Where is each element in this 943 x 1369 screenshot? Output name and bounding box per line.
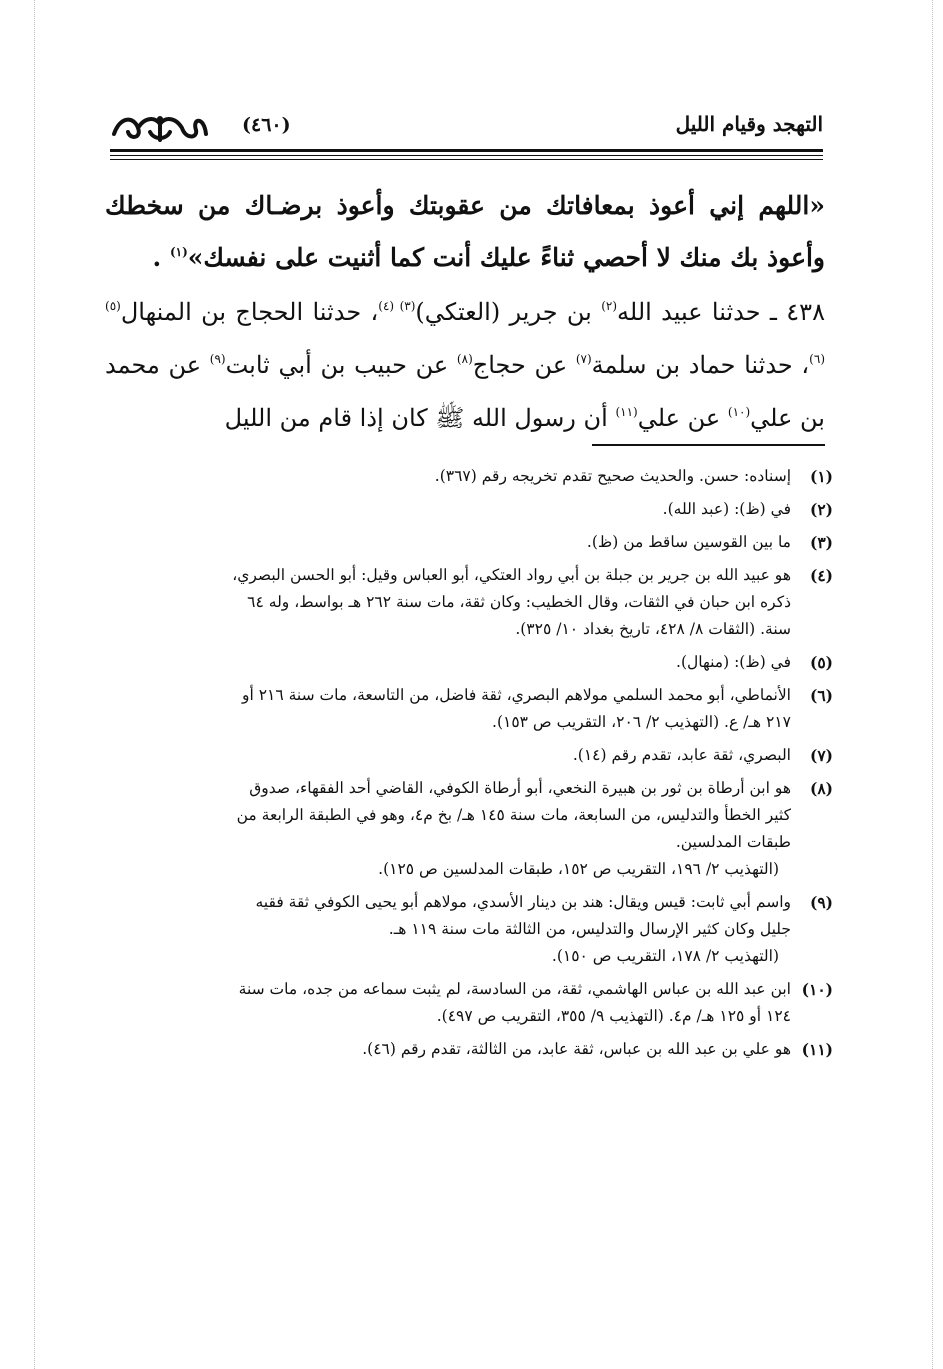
footnote-text: ما بين القوسين ساقط من (ظ). xyxy=(586,533,791,551)
footnote-text: واسم أبي ثابت: قيس ويقال: هند بن دينار الأسدي، مولاهم أبو يحيى الكوفي ثقة فقيه xyxy=(255,893,791,911)
footnote-text: هو علي بن عبد الله بن عباس، ثقة عابد، من الثالثة، تقدم رقم (٤٦). xyxy=(362,1040,791,1058)
footnote-ref[interactable]: (٨) xyxy=(456,352,473,366)
footnote-text: (التهذيب ٢/ ١٩٦، التقريب ص ١٥٢، طبقات المدلسين ص ١٢٥). xyxy=(378,860,779,878)
footnote-separator xyxy=(592,444,825,446)
footnote-number: (٣) xyxy=(809,533,833,552)
footnote-number: (٤) xyxy=(809,566,833,585)
footnote-text: سنة. (الثقات ٨/ ٤٢٨، تاريخ بغداد ١٠/ ٣٢٥). xyxy=(515,620,791,638)
footnote-ref[interactable]: (٣) (٤) xyxy=(378,299,416,313)
footnote-number: (١) xyxy=(809,467,833,486)
footnote-item xyxy=(112,742,833,769)
footnote-number: (٨) xyxy=(809,779,833,798)
running-title: التهجد وقيام الليل xyxy=(675,112,823,136)
scan-edge-left xyxy=(34,0,35,1369)
footnote-item xyxy=(112,649,833,676)
footnote-ref[interactable]: (٧) xyxy=(575,352,592,366)
header-rule-thin xyxy=(110,159,823,160)
header-rule-thin xyxy=(110,155,823,156)
footnote-text: جليل وكان كثير الإرسال والتدليس، من الثالثة مات سنة ١١٩ هـ. xyxy=(388,920,791,938)
footnote-number: (٢) xyxy=(809,500,833,519)
footnote-ref[interactable]: (١٠) xyxy=(727,405,751,419)
footnote-number: (٧) xyxy=(809,746,833,765)
footnote-item xyxy=(112,682,833,736)
footnote-ref[interactable]: (١١) xyxy=(615,405,638,419)
footnote-text: في (ظ): (عبد الله). xyxy=(662,500,791,518)
footnote-text: في (ظ): (منهال). xyxy=(676,653,791,671)
ornament-icon xyxy=(110,110,210,144)
footnote-item xyxy=(112,496,833,523)
footnote-text: (التهذيب ٢/ ١٧٨، التقريب ص ١٥٠). xyxy=(551,947,779,965)
footnote-text: ١٢٤ أو ١٢٥ هـ/ م٤. (التهذيب ٩/ ٣٥٥، التقريب ص ٤٩٧). xyxy=(436,1007,791,1025)
dua-line: «اللهم إني أعوذ بمعافاتك من عقوبتك وأعوذ برضـاك من سخطك وأعوذ xyxy=(105,191,825,272)
footnote-text: هو ابن أرطاة بن ثور بن هبيرة النخعي، أبو أرطاة الكوفي، القاضي أحد الفقهاء، صدوق xyxy=(249,779,791,797)
footnote-item xyxy=(112,775,833,883)
footnote-number: (٩) xyxy=(809,893,833,912)
footnote-item xyxy=(112,463,833,490)
dua-line: بك منك لا أحصي ثناءً عليك أنت كما أثنيت على نفسك»$^{(١)}$ . xyxy=(152,243,759,272)
footnote-ref[interactable]: (١) xyxy=(169,245,188,259)
footnote-text: الأنماطي، أبو محمد السلمي مولاهم البصري، ثقة فاضل، من التاسعة، مات سنة ٢١٦ أو xyxy=(241,686,791,704)
scan-edge-right xyxy=(932,0,933,1369)
page-header xyxy=(110,108,823,148)
footnote-number: (١٠) xyxy=(801,980,833,999)
dua-text xyxy=(105,180,825,284)
footnote-ref[interactable]: (٥) (٦) xyxy=(105,299,825,366)
footnote-number: (٥) xyxy=(809,653,833,672)
footnote-item xyxy=(112,529,833,556)
footnote-number: (١١) xyxy=(801,1040,833,1059)
footnote-text: هو عبيد الله بن جرير بن جبلة بن أبي رواد العتكي، أبو العباس وقيل: أبو الحسن البصري، xyxy=(232,566,791,584)
header-rule xyxy=(110,149,823,152)
footnote-text: البصري، ثقة عابد، تقدم رقم (١٤). xyxy=(572,746,791,764)
footnote-item xyxy=(112,1036,833,1063)
footnote-text: كثير الخطأ والتدليس، من السابعة، مات سنة ١٤٥ هـ/ بخ م٤، وهو في الطبقة الرابعة من xyxy=(236,806,791,824)
footnote-ref[interactable]: (٢) xyxy=(601,299,618,313)
footnote-number: (٦) xyxy=(809,686,833,705)
footnote-item xyxy=(112,976,833,1030)
footnote-item xyxy=(112,562,833,643)
footnote-ref[interactable]: (٩) xyxy=(209,352,226,366)
footnotes-list xyxy=(112,463,833,1069)
footnote-text: إسناده: حسن. والحديث صحيح تقدم تخريجه رقم (٣٦٧). xyxy=(434,467,791,485)
footnote-text: ٢١٧ هـ/ ع. (التهذيب ٢/ ٢٠٦، التقريب ص ١٥٣). xyxy=(492,713,791,731)
footnote-text: ذكره ابن حبان في الثقات، وقال الخطيب: وكان ثقة، مات سنة ٢٦٢ هـ بواسط، وله ٦٤ xyxy=(247,593,791,611)
page-number: (٤٦٠) xyxy=(242,114,291,136)
footnote-text: طبقات المدلسين. xyxy=(675,833,791,851)
hadith-text: ٤٣٨ ـ حدثنا عبيد الله$^{(٢)}$ بن جرير (العتكي)$^{(٣) (٤)}$، حدثنا الحجاج بن المنهال$^{(٥) (٦)}$، حدثنا حماد بن سلمة$^{(٧)}$ عن حجاج$^{(٨)}$ عن حبيب بن أبي ثابت$^{(٩)}$ عن محمد بن علي$^{(١٠)}$ عن علي$^{(١١)}$ أن رسول الله ﷺ كان إذا قام من الليل xyxy=(105,298,825,432)
footnote-text: ابن عبد الله بن عباس الهاشمي، ثقة، من السادسة، لم يثبت سماعه من جده، مات سنة xyxy=(238,980,791,998)
footnote-item xyxy=(112,889,833,970)
